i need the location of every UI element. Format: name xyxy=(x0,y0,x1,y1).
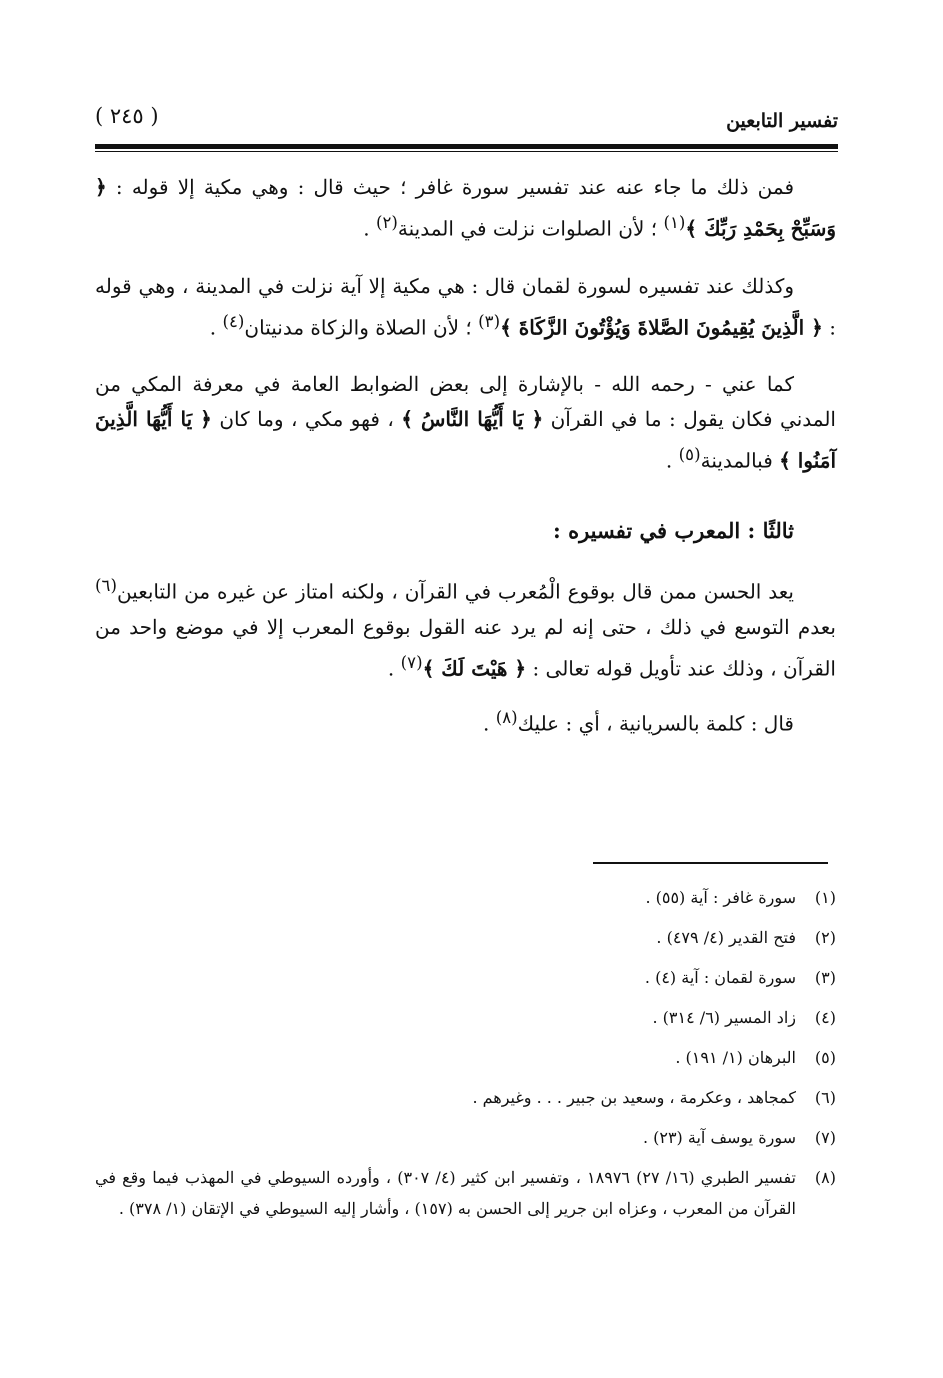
footnote-number: (١) xyxy=(814,888,836,907)
footnote-item xyxy=(95,1162,836,1224)
p5-intro: قال : كلمة بالسريانية ، أي : عليك xyxy=(517,711,794,736)
paragraph-3 xyxy=(95,367,836,479)
footnote-item xyxy=(95,968,836,988)
footnote-number: (٨) xyxy=(814,1168,836,1187)
p3-end: . xyxy=(665,448,679,473)
footnotes xyxy=(95,888,836,1244)
p1-ref-1: (١) xyxy=(663,213,686,232)
header-rule-thick xyxy=(95,144,838,149)
footnote-number: (٧) xyxy=(814,1128,836,1147)
footnote-number: (٦) xyxy=(814,1088,836,1107)
p2-ref-2: (٤) xyxy=(222,311,245,331)
footnote-text: سورة لقمان : آية (٤) . xyxy=(644,968,796,987)
paragraph-5 xyxy=(95,700,836,742)
p4-verse: ﴿ هَيْتَ لَكَ ﴾ xyxy=(422,656,527,681)
p3-verse-1: ﴿ يَا أَيُّهَا النَّاسُ ﴾ xyxy=(401,407,544,432)
p1-ref-2: (٢) xyxy=(375,213,398,232)
p5-end: . xyxy=(483,711,496,736)
footnote-item xyxy=(95,1008,836,1028)
footnote-text: سورة يوسف آية (٢٣) . xyxy=(642,1128,796,1147)
p2-ref-1: (٣) xyxy=(478,311,501,331)
p1-verse: ﴿ وَسَبِّحْ بِحَمْدِ رَبِّكَ ﴾ xyxy=(95,175,836,241)
p2-intro: وكذلك عند تفسيره لسورة لقمان قال : هي مكية إلا آية نزلت في المدينة ، وهي قوله : xyxy=(95,273,836,340)
footnote-item xyxy=(95,928,836,948)
footnote-item xyxy=(95,1048,836,1068)
p3-mid: ، فهو مكي ، وما كان xyxy=(211,407,402,432)
footnote-item xyxy=(95,888,836,908)
p3-intro: كما عني - رحمه الله - بالإشارة إلى بعض الضوابط العامة في معرفة المكي من المدني فكان يقول : ما في القرآن xyxy=(95,372,836,432)
p4-ref-1: (٦) xyxy=(95,575,117,595)
paragraph-2 xyxy=(95,269,836,346)
p4-end: . xyxy=(387,656,401,681)
p3-after: فبالمدينة xyxy=(700,448,780,473)
footnote-text: البرهان (١/ ١٩١) . xyxy=(675,1048,796,1067)
p4-intro: يعد الحسن ممن قال بوقوع الْمُعرب في القرآن ، ولكنه امتاز عن غيره من التابعين xyxy=(116,579,794,604)
p1-end: . xyxy=(363,216,376,241)
footnote-text: زاد المسير (٦/ ٣١٤) . xyxy=(652,1008,796,1027)
footnote-text: تفسير الطبري (١٦/ ٢٧) ١٨٩٧٦ ، وتفسير ابن كثير (٤/ ٣٠٧) ، وأورده السيوطي في المهذب فيما وقع في القرآن من المعرب ، وعزاه ابن جرير إلى الحسن به (١٥٧) ، وأشار إليه السيوطي في الإتقان (١/ ٣٧٨) . xyxy=(95,1168,797,1218)
page-number: ( ٢٤٥ ) xyxy=(95,104,159,128)
paragraph-4 xyxy=(95,568,836,686)
footnote-number: (٤) xyxy=(814,1008,836,1027)
header-rule-thin xyxy=(95,151,838,152)
footnote-separator xyxy=(593,862,828,864)
p2-end: . xyxy=(209,315,223,340)
footnote-number: (٣) xyxy=(814,968,836,987)
p2-mid: ؛ لأن الصلاة والزكاة مدنيتان xyxy=(244,315,479,340)
section-heading: ثالثًا : المعرب في تفسيره : xyxy=(553,517,794,543)
p3-verse-2: ﴿ يَا أَيُّهَا الَّذِينَ آمَنُوا ﴾ xyxy=(95,407,836,473)
footnote-number: (٢) xyxy=(814,928,836,947)
footnote-text: سورة غافر : آية (٥٥) . xyxy=(645,888,796,907)
p1-intro: فمن ذلك ما جاء عنه عند تفسير سورة غافر ؛ حيث قال : وهي مكية إلا قوله : xyxy=(115,175,795,199)
main-text xyxy=(95,170,836,742)
p4-ref-2: (٧) xyxy=(400,652,423,672)
footnote-text: فتح القدير (٤/ ٤٧٩) . xyxy=(656,928,796,947)
paragraph-1 xyxy=(95,170,836,247)
footnote-number: (٥) xyxy=(814,1048,836,1067)
p5-ref: (٨) xyxy=(495,708,518,728)
footnote-text: كمجاهد ، وعكرمة ، وسعيد بن جبير . . . وغيرهم . xyxy=(472,1088,796,1107)
p2-verse: ﴿ الَّذِينَ يُقِيمُونَ الصَّلاةَ وَيُؤْتُونَ الزَّكَاةَ ﴾ xyxy=(500,315,823,340)
running-title: تفسير التابعين xyxy=(726,110,838,132)
p4-mid: بعدم التوسع في ذلك ، حتى إنه لم يرد عنه القول بوقوع المعرب إلا في موضع واحد من القرآن ، وذلك عند تأويل قوله تعالى : xyxy=(95,614,836,681)
p1-mid: ؛ لأن الصلوات نزلت في المدينة xyxy=(397,216,664,241)
page-header xyxy=(95,100,838,144)
footnote-item xyxy=(95,1128,836,1148)
p3-ref: (٥) xyxy=(678,445,701,465)
footnote-item xyxy=(95,1088,836,1108)
